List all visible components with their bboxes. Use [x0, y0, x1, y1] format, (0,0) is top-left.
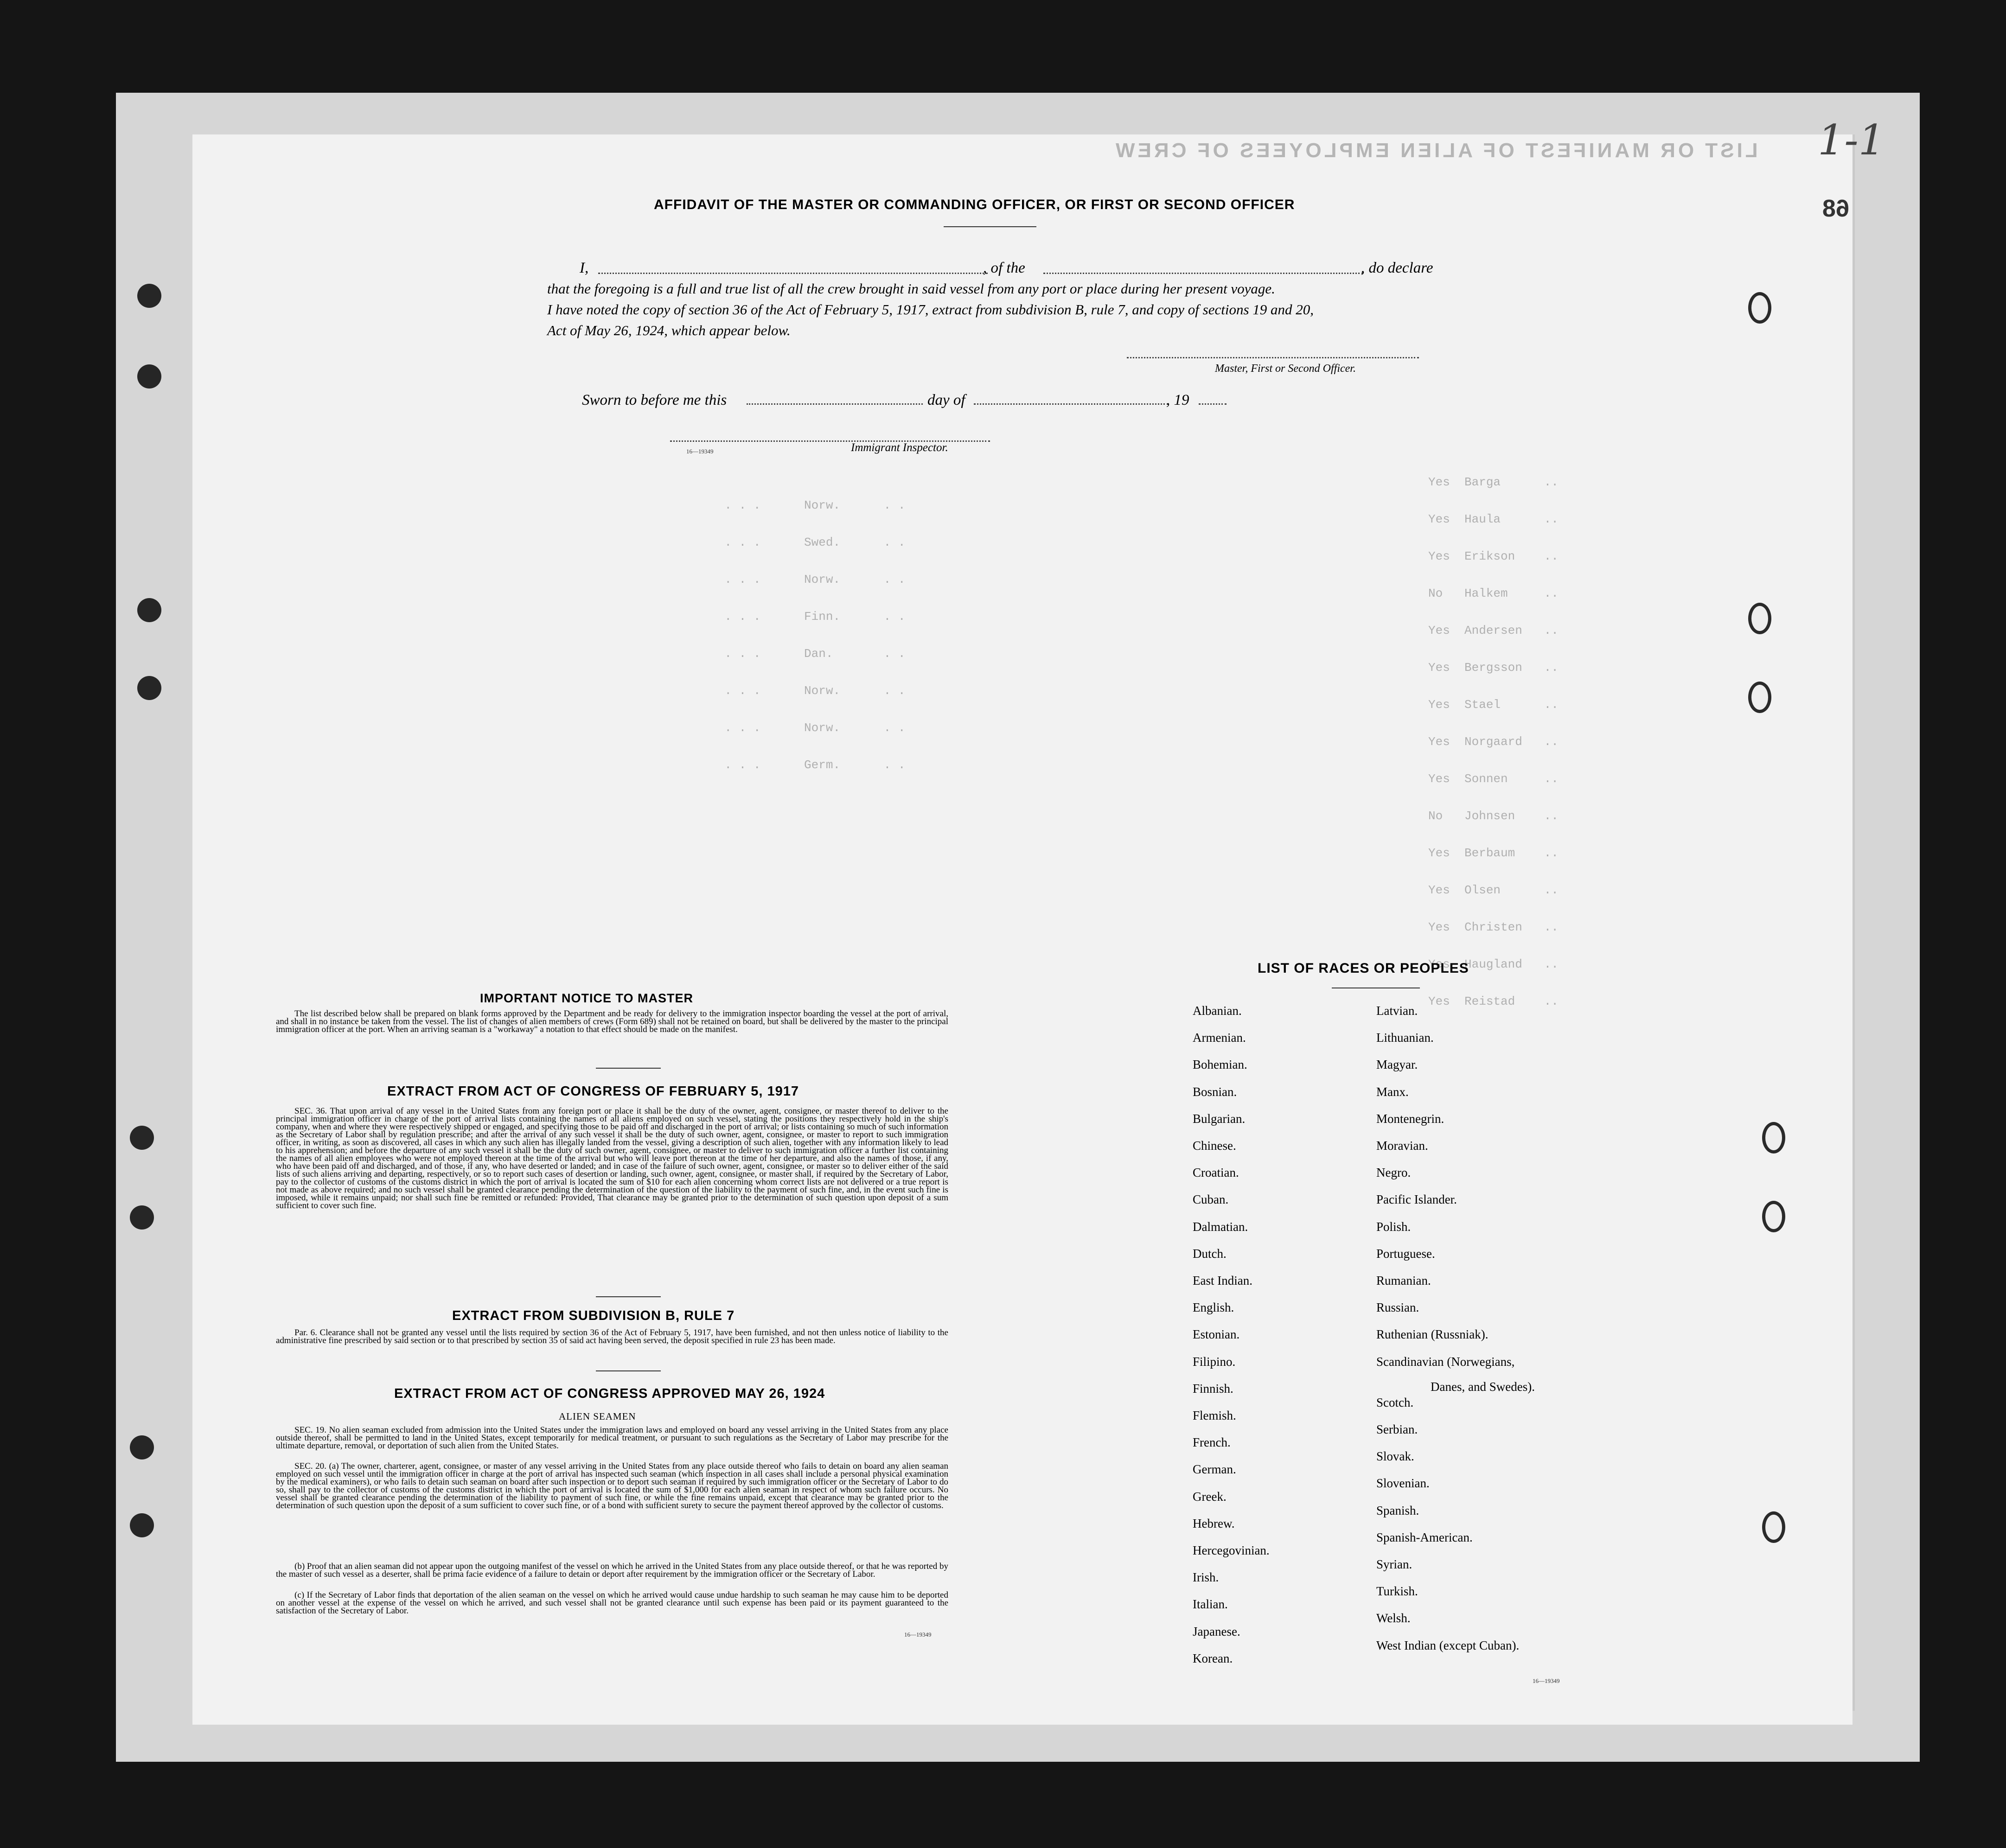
- punch-hole: [137, 598, 161, 622]
- race-item: Italian.: [1193, 1597, 1228, 1612]
- bleed-through-columns: . . . Norw. . . . . . Swed. . . . . . Norw. . . . . . Finn. . . . . . Dan. . . . . . Norw. . . . . . Norw. . . . . . Germ. . .: [724, 498, 906, 772]
- form-number-top: 16—19349: [686, 448, 714, 455]
- punch-hole: [137, 676, 161, 700]
- year-prefix: , 19: [1166, 392, 1189, 408]
- race-item: Negro.: [1376, 1166, 1411, 1180]
- name-blank: [598, 273, 988, 274]
- day-of-text: day of: [927, 392, 965, 408]
- affidavit-of-the: , of the: [983, 260, 1025, 276]
- race-item: Slovak.: [1376, 1449, 1414, 1464]
- race-item: English.: [1193, 1300, 1234, 1315]
- extract-1917-title: EXTRACT FROM ACT OF CONGRESS OF FEBRUARY 5, 1917: [387, 1084, 799, 1099]
- punch-hole: [130, 1205, 154, 1230]
- punch-hole: [130, 1513, 154, 1537]
- rule7-title: EXTRACT FROM SUBDIVISION B, RULE 7: [452, 1308, 735, 1323]
- notice-text: The list described below shall be prepared on blank forms approved by the Department and be ready for delivery to the immigration inspector boarding the vessel at the port of arrival, and shall in no instance be taken from the vessel. The list of changes of alien members of crews (Form 689) shall not be retained on board, but shall be delivered by the master to the principal immigration officer at the port. When an arriving seaman is a "workaway" a notation to that effect should be made on the manifest.: [276, 1009, 948, 1034]
- race-item: Magyar.: [1376, 1058, 1418, 1072]
- race-item: Armenian.: [1193, 1031, 1246, 1045]
- divider: [596, 1068, 661, 1069]
- race-item: Slovenian.: [1376, 1476, 1430, 1491]
- race-item: Welsh.: [1376, 1611, 1411, 1625]
- race-item: French.: [1193, 1435, 1231, 1450]
- race-item: German.: [1193, 1462, 1236, 1477]
- race-item: Manx.: [1376, 1084, 1409, 1099]
- race-item: Albanian.: [1193, 1004, 1242, 1018]
- binder-ring: [1762, 1201, 1785, 1232]
- rule7-text: Par. 6. Clearance shall not be granted any vessel until the lists required by section 36 of the Act of February 5, 1917, have been furnished, and not then unless notice of liability to the administrative fine prescribed by said section or to that prescribed by section 35 of said act having been served, the deposit specified in rule 23 has been made.: [276, 1328, 948, 1345]
- race-item: Japanese.: [1193, 1624, 1240, 1638]
- race-item: Scotch.: [1376, 1395, 1414, 1409]
- sec20b-text: (b) Proof that an alien seaman did not appear upon the outgoing manifest of the vessel on which he arrived in the United States from any place outside thereof, or that he was reported by the master of such vessel as a deserter, shall be prima facie evidence of a failure to detain or deport after requirement by the immigration officer or the Secretary of Labor.: [276, 1561, 948, 1579]
- punch-hole: [130, 1126, 154, 1150]
- race-item: Bulgarian.: [1193, 1111, 1246, 1126]
- signature-caption: Master, First or Second Officer.: [1215, 363, 1356, 375]
- race-item: Irish.: [1193, 1570, 1219, 1585]
- sec19-text: SEC. 19. No alien seaman excluded from admission into the United States under the immigration laws and employed on board any vessel arriving in the United States from any place outside thereof, shall be permitted to land in the United States, except temporarily for medical treatment, or pursuant to such regulations as the Secretary of Labor may prescribe for the ultimate departure, removal, or deportation of such alien from the United States.: [276, 1425, 948, 1451]
- race-item: Finnish.: [1193, 1381, 1233, 1396]
- affidavit-declare: , do declare: [1361, 260, 1433, 276]
- race-item: Hercegovinian.: [1193, 1543, 1270, 1557]
- race-scandinavian-continued: Danes, and Swedes).: [1431, 1380, 1535, 1394]
- page-number: 68: [1822, 195, 1849, 222]
- bleed-through-rows: Yes Barga .. Yes Haula .. Yes Erikson .. No Halkem .. Yes Andersen .. Yes Bergsson .. Yes Stael .. Yes Norgaard .. Yes Sonnen .. No Johnsen .. Yes Berbaum .. Yes Olsen .. Yes Christen .. Yes Haugland .. Yes Reistad ..: [1428, 475, 1559, 1008]
- race-item: Cuban.: [1193, 1192, 1229, 1207]
- binder-ring: [1748, 292, 1771, 324]
- binder-ring: [1748, 682, 1771, 713]
- race-item: Bohemian.: [1193, 1058, 1247, 1072]
- race-item: Russian.: [1376, 1300, 1419, 1315]
- binder-ring: [1762, 1122, 1785, 1153]
- sworn-text: Sworn to before me this: [582, 392, 727, 408]
- race-item: West Indian (except Cuban).: [1376, 1638, 1520, 1652]
- race-item: Polish.: [1376, 1219, 1411, 1234]
- race-item: Hebrew.: [1193, 1516, 1235, 1530]
- signature-blank: [1127, 357, 1419, 358]
- form-number-bottom-left: 16—19349: [904, 1631, 932, 1638]
- title-underline: [944, 226, 1036, 227]
- binder-ring: [1748, 603, 1771, 634]
- race-item: Portuguese.: [1376, 1246, 1435, 1261]
- handwritten-mark: 1-1: [1818, 116, 1885, 165]
- notice-title: IMPORTANT NOTICE TO MASTER: [480, 991, 693, 1005]
- punch-hole: [137, 364, 161, 389]
- extract-1917-text: SEC. 36. That upon arrival of any vessel in the United States from any foreign port or place it shall be the duty of the owner, agent, consignee, or master thereof to deliver to the principal immigration officer in charge of the port of arrival lists containing the names of all aliens employed on such vessel, stating the positions they respectively hold in the ship's company, when and where they were respectively shipped or engaged, and specifying those to be paid off and discharged in the port of arrival; or lists containing so much of such information as the Secretary of Labor shall by regulation prescribe; and after the arrival of any such vessel it shall be the duty of such owner, agent, consignee, or master to report to such immigration officer, in writing, as soon as discovered, all cases in which any such alien has illegally landed from the vessel, giving a description of such alien, together with any information likely to lead to his apprehension; and before the departure of any such vessel it shall be the duty of such owner, agent, consignee, or master to deliver to such immigration officer a further list containing the names of all alien employees who were not employed thereon at the time of the arrival but who will leave port thereon at the time of her departure, and also the names of those, if any, who have been paid off and discharged, and of those, if any, who have deserted or landed; and in case of the failure of such owner, agent, consignee, or master so to deliver either of the said lists of such aliens arriving and departing, respectively, or so to report such cases of desertion or landing, such owner, agent, consignee, or master shall, if required by the Secretary of Labor, pay to the collector of customs of the customs district in which the port of arrival is located the sum of $10 for each alien concerning whom correct lists are not delivered or a true report is not made as above required; and no such vessel shall be granted clearance pending the determination of the question of the liability to the payment of such fine, and, in the event such fine is imposed, while it remains unpaid; nor shall such fine be remitted or refunded: Provided, That clearance may be granted prior to the determination of such question upon deposit of a sum sufficient to cover such fine.: [276, 1106, 948, 1211]
- binder-ring: [1762, 1511, 1785, 1543]
- race-item: Flemish.: [1193, 1408, 1236, 1422]
- inspector-caption: Immigrant Inspector.: [851, 441, 948, 454]
- affidavit-line4: Act of May 26, 1924, which appear below.: [547, 322, 791, 338]
- race-item: Ruthenian (Russniak).: [1376, 1327, 1489, 1342]
- race-item: Latvian.: [1376, 1004, 1418, 1018]
- bleed-through-title: LIST OR MANIFEST OF ALIEN EMPLOYEES OF CREW: [1113, 139, 1758, 162]
- race-item: Spanish-American.: [1376, 1530, 1473, 1544]
- race-item: Croatian.: [1193, 1166, 1239, 1180]
- year-blank: [1199, 403, 1227, 405]
- affidavit-i: I,: [580, 260, 589, 276]
- sec20a-text: SEC. 20. (a) The owner, charterer, agent, consignee, or master of any vessel arriving in the United States from any place outside thereof who fails to detain on board any alien seaman employed on such vessel until the immigration officer in charge at the port of arrival has inspected such seaman (which inspection in all cases shall include a personal physical examination by the medical examiners), or who fails to detain such seaman on board after such inspection or to deport such seaman if required by such immigration officer or the Secretary of Labor to do so, shall pay to the collector of customs of the customs district in which the port of arrival is located the sum of $1,000 for each alien seaman in respect of whom such failure occurs. No vessel shall be granted clearance pending the determination of the liability to payment of such fine, or while the fine remains unpaid, except that clearance may be granted prior to the determination of such question upon the deposit of a sum sufficient to cover such fine, or of a bond with sufficient surety to secure the payment thereof approved by the collector of customs.: [276, 1461, 948, 1510]
- alien-seamen-subtitle: ALIEN SEAMEN: [559, 1411, 636, 1422]
- race-item: Dalmatian.: [1193, 1219, 1248, 1234]
- affidavit-title: AFFIDAVIT OF THE MASTER OR COMMANDING OFFICER, OR FIRST OR SECOND OFFICER: [654, 197, 1295, 212]
- affidavit-line2: that the foregoing is a full and true list of all the crew brought in said vessel from any port or place during her present voyage.: [547, 280, 1275, 297]
- races-title: LIST OF RACES OR PEOPLES: [1258, 961, 1469, 976]
- race-item: Korean.: [1193, 1651, 1233, 1665]
- day-blank: [747, 403, 923, 405]
- punch-hole: [130, 1435, 154, 1459]
- race-item: East Indian.: [1193, 1274, 1252, 1287]
- punch-hole: [137, 284, 161, 308]
- affidavit-line3: I have noted the copy of section 36 of the Act of February 5, 1917, extract from subdivision B, rule 7, and copy of sections 19 and 20,: [547, 301, 1314, 318]
- vessel-blank: [1043, 273, 1363, 274]
- race-item: Pacific Islander.: [1376, 1192, 1457, 1207]
- race-item: Greek.: [1193, 1489, 1227, 1504]
- race-item: Syrian.: [1376, 1557, 1412, 1571]
- sec20c-text: (c) If the Secretary of Labor finds that deportation of the alien seaman on the vessel on which he arrived would cause undue hardship to such seaman he may cause him to be deported on another vessel at the expense of the vessel on which he arrived, and such vessel shall not be granted clearance until such expense has been paid or its payment guaranteed to the satisfaction of the Secretary of Labor.: [276, 1590, 948, 1616]
- race-item: Dutch.: [1193, 1246, 1227, 1261]
- race-item: Turkish.: [1376, 1584, 1418, 1599]
- race-item: Scandinavian (Norwegians,: [1376, 1354, 1515, 1369]
- race-item: Serbian.: [1376, 1422, 1418, 1436]
- race-item: Spanish.: [1376, 1503, 1419, 1517]
- month-blank: [974, 403, 1169, 405]
- race-item: Filipino.: [1193, 1354, 1236, 1369]
- race-item: Moravian.: [1376, 1139, 1428, 1153]
- form-number-bottom-right: 16—19349: [1533, 1677, 1560, 1684]
- divider: [596, 1296, 661, 1297]
- race-item: Rumanian.: [1376, 1274, 1431, 1287]
- race-item: Chinese.: [1193, 1139, 1236, 1153]
- race-item: Montenegrin.: [1376, 1111, 1444, 1126]
- race-item: Lithuanian.: [1376, 1031, 1434, 1045]
- extract-1924-title: EXTRACT FROM ACT OF CONGRESS APPROVED MAY 26, 1924: [394, 1386, 825, 1401]
- race-item: Estonian.: [1193, 1327, 1240, 1342]
- race-item: Bosnian.: [1193, 1084, 1237, 1099]
- divider: [596, 1370, 661, 1371]
